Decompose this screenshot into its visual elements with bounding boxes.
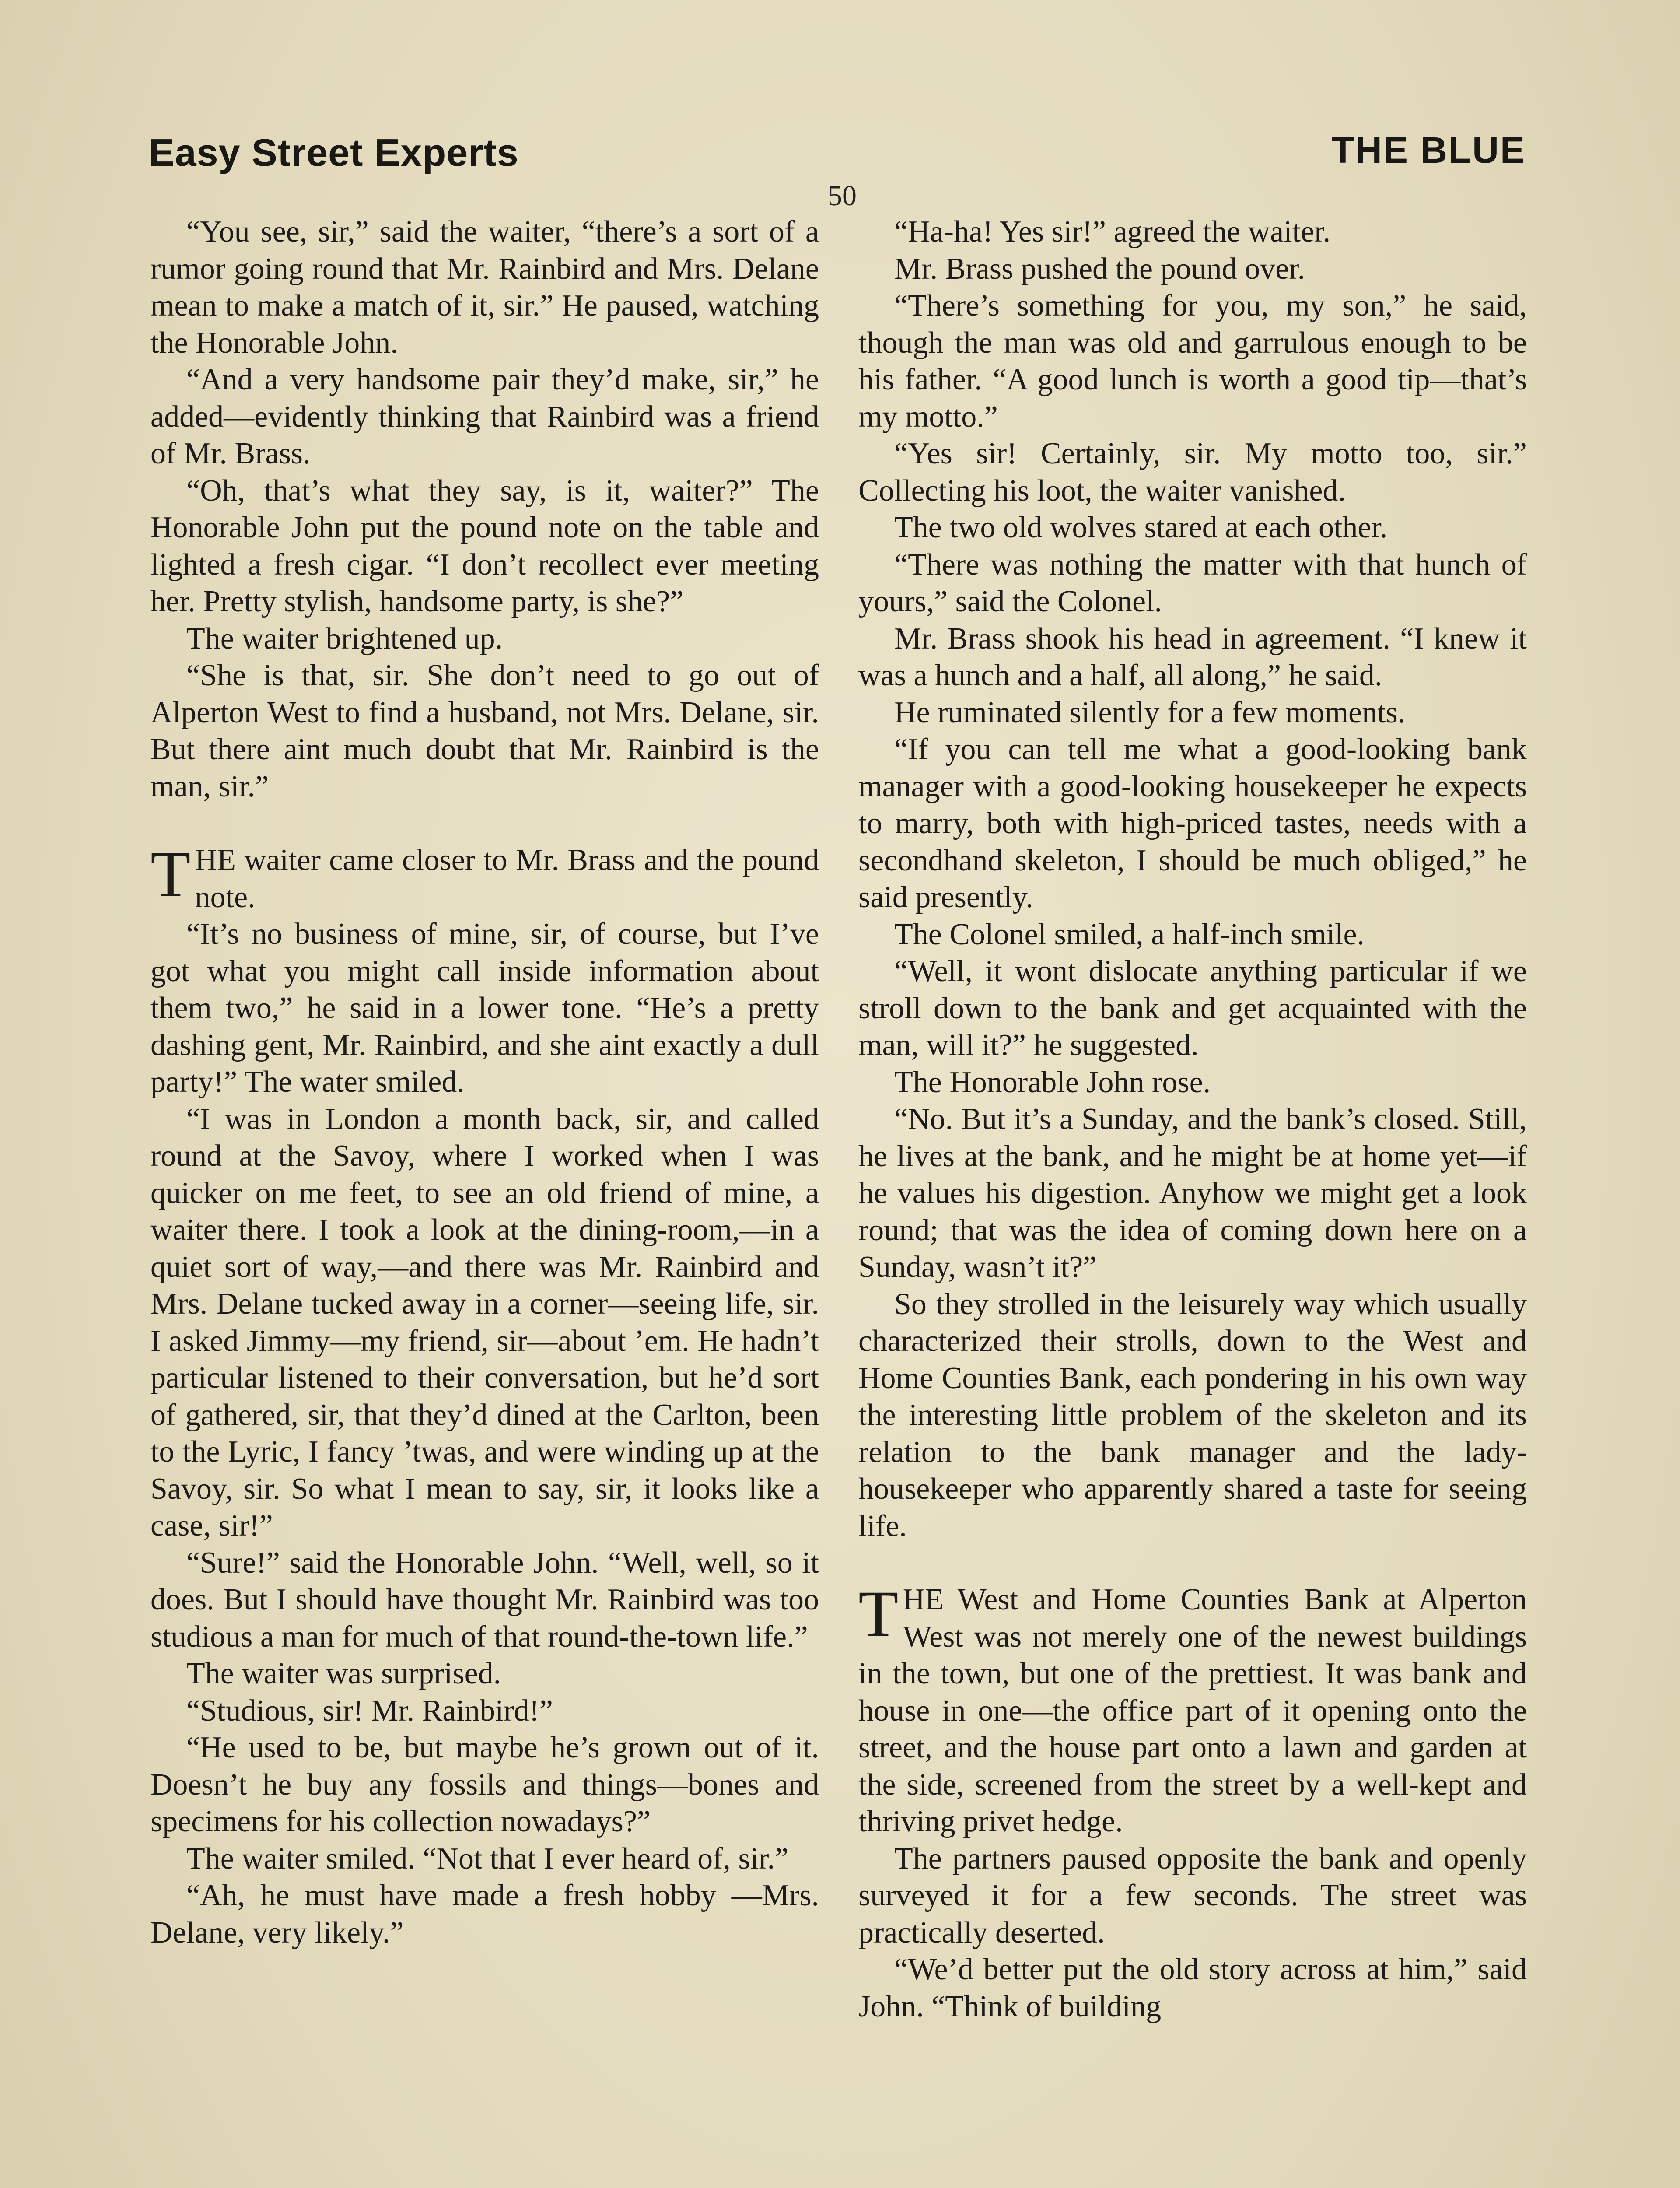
paragraph: “Studious, sir! Mr. Rainbird!”: [186, 1694, 553, 1728]
paragraph: Mr. Brass pushed the pound over.: [894, 252, 1306, 286]
paragraph: “If you can tell me what a good-looking bank manager with a good-looking housekeeper he expects to marry, both with high-priced tastes, needs with a secondhand skeleton, I should be much obliged,” he said presently.: [858, 733, 1527, 914]
paragraph: “Ah, he must have made a fresh hobby —Mrs. Delane, very likely.”: [150, 1879, 819, 1950]
paragraph: “Sure!” said the Honorable John. “Well, well, so it does. But I should have thought Mr. Rainbird was too studious a man for much of that round-the-town life.”: [150, 1546, 819, 1654]
left-text-column: [150, 214, 819, 1951]
paragraph: He ruminated silently for a few moments.: [894, 695, 1406, 729]
paragraph-text: HE waiter came closer to Mr. Brass and the pound note.: [195, 843, 819, 914]
paragraph: “She is that, sir. She don’t need to go out of Alperton West to find a husband, not Mrs. Delane, sir. But there aint much doubt that Mr. Rainbird is the man, sir.”: [150, 659, 819, 803]
running-title-left: Easy Street Experts: [149, 131, 519, 174]
paragraph: “There’s something for you, my son,” he said, though the man was old and garrulous enough to be his father. “A good lunch is worth a good tip—that’s my motto.”: [858, 289, 1527, 434]
paragraph: “No. But it’s a Sunday, and the bank’s closed. Still, he lives at the bank, and he might be at home yet—if he values his digestion. Anyhow we might get a look round; that was the idea of coming down here on a Sunday, wasn’t it?”: [858, 1102, 1527, 1284]
paragraph: The Honorable John rose.: [894, 1065, 1211, 1099]
section-paragraph: [858, 1578, 1527, 1841]
drop-cap: T: [150, 838, 191, 911]
running-title-right: THE BLUE: [1332, 130, 1526, 171]
paragraph: The waiter smiled. “Not that I ever heard of, sir.”: [186, 1841, 789, 1876]
paragraph: The waiter was surprised.: [186, 1657, 501, 1690]
paragraph: “Well, it wont dislocate anything particular if we stroll down to the bank and get acquainted with the man, will it?” he suggested.: [858, 954, 1527, 1062]
paragraph: The two old wolves stared at each other.: [894, 511, 1388, 544]
paragraph-text: HE West and Home Counties Bank at Alperton West was not merely one of the newest buildings in the town, but one of the prettiest. It was bank and house in one—the office part of it opening onto the street, and the house part onto a lawn and garden at the side, screened from the street by a well-kept and thriving privet hedge.: [858, 1583, 1527, 1838]
paragraph: “Ha-ha! Yes sir!” agreed the waiter.: [894, 215, 1331, 249]
right-text-column: [858, 214, 1527, 2025]
paragraph: Mr. Brass shook his head in agreement. “I knew it was a hunch and a half, all along,” he said.: [858, 621, 1527, 692]
page-number: 50: [828, 180, 857, 212]
section-paragraph: [150, 838, 819, 916]
paragraph: “He used to be, but maybe he’s grown out of it. Doesn’t he buy any fossils and things—bones and specimens for his collection nowadays?”: [150, 1731, 819, 1838]
paragraph: “And a very handsome pair they’d make, sir,” he added—evidently thinking that Rainbird was a friend of Mr. Brass.: [150, 363, 819, 470]
paragraph: “We’d better put the old story across at him,” said John. “Think of building: [858, 1953, 1527, 2023]
paragraph: The Colonel smiled, a half-inch smile.: [894, 917, 1365, 951]
paragraph: “It’s no business of mine, sir, of course, but I’ve got what you might call inside information about them two,” he said in a lower tone. “He’s a pretty dashing gent, Mr. Rainbird, and she aint exactly a dull party!” The water smiled.: [150, 917, 819, 1099]
paragraph: “I was in London a month back, sir, and called round at the Savoy, where I worked when I was quicker on me feet, to see an old friend of mine, a waiter there. I took a look at the dining-room,—in a quiet sort of way,—and there was Mr. Rainbird and Mrs. Delane tucked away in a corner—seeing life, sir. I asked Jimmy—my friend, sir—about ’em. He hadn’t particular listened to their conversation, but he’d sort of gathered, sir, that they’d dined at the Carlton, been to the Lyric, I fancy ’twas, and were winding up at the Savoy, sir. So what I mean to say, sir, it looks like a case, sir!”: [150, 1102, 819, 1543]
drop-cap: T: [858, 1578, 899, 1650]
paragraph: So they strolled in the leisurely way which usually characterized their strolls, down to the West and Home Counties Bank, each pondering in his own way the interesting little problem of the skeleton and its relation to the bank manager and the lady-housekeeper who apparently shared a taste for seeing life.: [858, 1287, 1527, 1543]
paragraph: “Oh, that’s what they say, is it, waiter?” The Honorable John put the pound note on the table and lighted a fresh cigar. “I don’t recollect ever meeting her. Pretty stylish, handsome party, is she?”: [150, 473, 819, 618]
paragraph: “There was nothing the matter with that hunch of yours,” said the Colonel.: [858, 547, 1527, 618]
paragraph: The partners paused opposite the bank and openly surveyed it for a few seconds. The street was practically deserted.: [858, 1841, 1527, 1950]
paragraph: The waiter brightened up.: [186, 621, 503, 656]
paragraph: “Yes sir! Certainly, sir. My motto too, sir.” Collecting his loot, the waiter vanished.: [858, 437, 1527, 508]
paragraph: “You see, sir,” said the waiter, “there’s a sort of a rumor going round that Mr. Rainbird and Mrs. Delane mean to make a match of it, sir.” He paused, watching the Honorable John.: [150, 215, 819, 360]
